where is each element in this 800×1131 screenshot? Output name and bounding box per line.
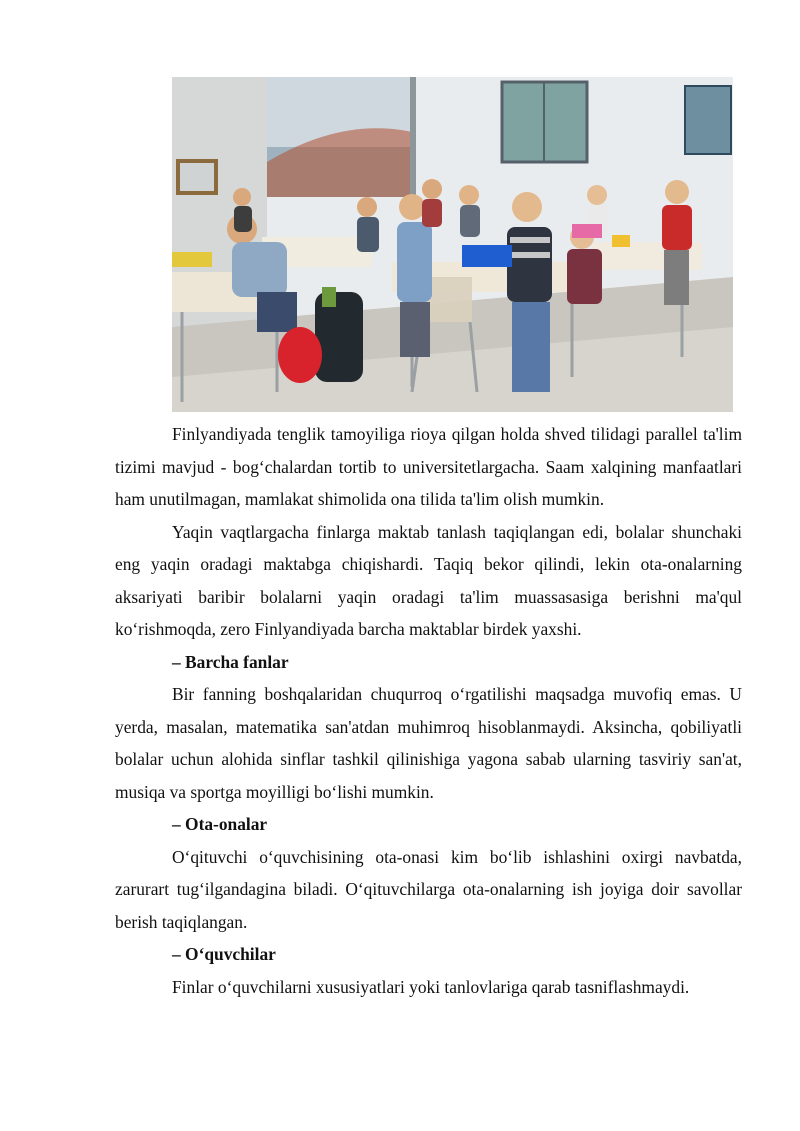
classroom-photo	[172, 77, 733, 412]
heading-all-subjects: – Barcha fanlar	[172, 651, 289, 672]
paragraph-parents: O‘qituvchi o‘quvchisining ota-onasi kim bo‘lib ishlashini oxirgi navbatda, zarurart tug‘ilgandagina biladi. O‘qituvchilarga ota-onalarning ish joyiga doir savollar berish taqiqlangan.	[115, 846, 742, 932]
paragraph-subjects: Bir fanning boshqalaridan chuqurroq o‘rgatilishi maqsadga muvofiq emas. U yerda, masalan, matematika san'atdan muhimroq hisoblanmaydi. Aksincha, qobiliyatli bolalar uchun alohida sinflar tashkil qilinishiga yagona sabab ularning tasviriy san'at, musiqa va sportga moyilligi bo‘lishi mumkin.	[115, 684, 742, 802]
article-body	[115, 418, 742, 1003]
heading-parents: – Ota-onalar	[172, 814, 268, 834]
heading-students: – O‘quvchilar	[172, 944, 276, 964]
paragraph-students: Finlar o‘quvchilarni xususiyatlari yoki tanlovlariga qarab tasniflashmaydi.	[172, 976, 690, 997]
paragraph-school-choice: Yaqin vaqtlargacha finlarga maktab tanlash taqiqlangan edi, bolalar shunchaki eng yaqin oradagi maktabga chiqishardi. Taqiq bekor qilindi, lekin ota-onalarning aksariyati baribir bolalarni yaqin oradagi ta'lim muassasasiga berishni ma'qul ko‘rishmoqda, zero Finlyandiyada barcha maktablar birdek yaxshi.	[115, 521, 742, 639]
paragraph-swedish-education: Finlyandiyada tenglik tamoyiliga rioya qilgan holda shved tilidagi parallel ta'lim tizimi mavjud - bog‘chalardan tortib to universitetlargacha. Saam xalqining manfaatlari ham unutilmagan, mamlakat shimolida ona tilida ta'lim olish mumkin.	[115, 424, 742, 509]
